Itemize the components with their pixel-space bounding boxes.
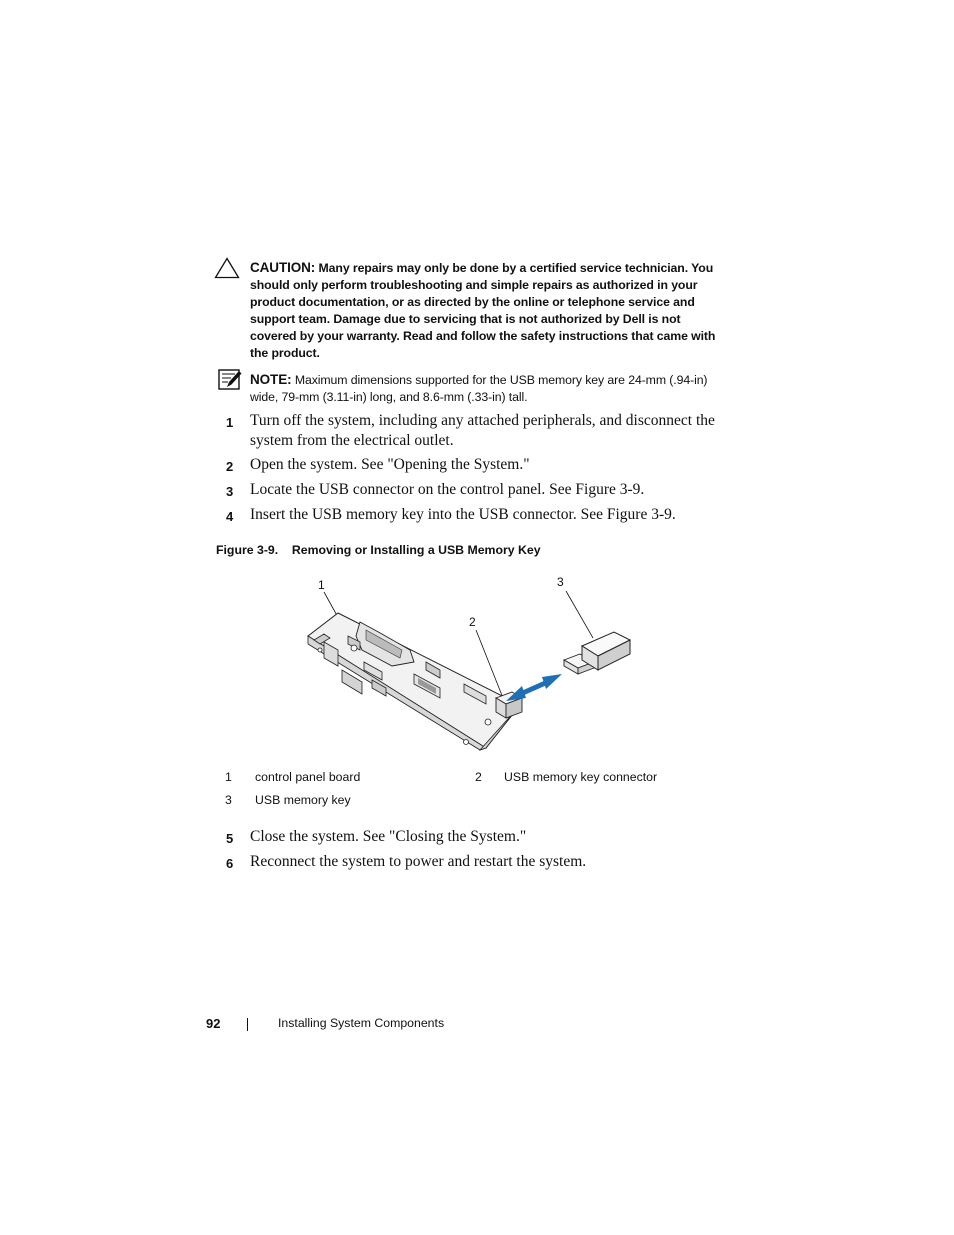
legend-number: 1 bbox=[225, 770, 232, 784]
step-text: Close the system. See "Closing the System." bbox=[250, 828, 527, 845]
callout-2: 2 bbox=[469, 615, 476, 629]
step-6 bbox=[226, 852, 716, 872]
control-panel-board bbox=[308, 613, 520, 750]
caution-icon bbox=[214, 257, 240, 279]
legend-item-3 bbox=[225, 793, 232, 807]
step-4 bbox=[226, 505, 716, 525]
page-number: 92 bbox=[206, 1016, 221, 1031]
step-number: 4 bbox=[226, 509, 234, 524]
legend-number: 2 bbox=[475, 770, 482, 784]
step-1 bbox=[226, 411, 716, 450]
legend-label-1: control panel board bbox=[255, 770, 361, 784]
caution-block bbox=[250, 259, 722, 362]
step-number: 6 bbox=[226, 856, 234, 871]
callout-3: 3 bbox=[557, 575, 564, 589]
legend-item-1 bbox=[225, 770, 232, 784]
step-number: 5 bbox=[226, 831, 234, 846]
step-2 bbox=[226, 455, 716, 475]
figure-number: Figure 3-9. bbox=[216, 543, 279, 557]
step-text: Locate the USB connector on the control panel. See Figure 3-9. bbox=[250, 481, 645, 498]
usb-memory-key bbox=[564, 632, 630, 674]
step-number: 3 bbox=[226, 484, 234, 499]
legend-label-2: USB memory key connector bbox=[504, 770, 658, 784]
note-text: Maximum dimensions supported for the USB memory key are 24-mm (.94-in) wide, 79-mm (3.11-in) long, and 8.6-mm (.33-in) tall. bbox=[250, 373, 708, 404]
insert-remove-arrow bbox=[506, 674, 562, 701]
legend-label-3: USB memory key bbox=[255, 793, 351, 807]
note-block bbox=[250, 371, 722, 406]
note-label: NOTE: bbox=[250, 372, 292, 387]
step-number: 1 bbox=[226, 415, 234, 430]
step-5 bbox=[226, 827, 716, 847]
note-pencil-icon bbox=[218, 369, 242, 391]
step-text: Insert the USB memory key into the USB connector. See Figure 3-9. bbox=[250, 506, 676, 523]
legend-number: 3 bbox=[225, 793, 232, 807]
figure-title: Removing or Installing a USB Memory Key bbox=[291, 543, 541, 557]
usb-memory-key-illustration bbox=[290, 570, 670, 755]
legend-item-2 bbox=[475, 770, 482, 784]
callout-1: 1 bbox=[318, 578, 325, 592]
caution-label: CAUTION: bbox=[250, 260, 316, 275]
step-text: Reconnect the system to power and restart the system. bbox=[250, 853, 587, 870]
step-text: Turn off the system, including any attached peripherals, and disconnect the system from the electrical outlet. bbox=[250, 412, 715, 449]
step-3 bbox=[226, 480, 716, 500]
footer-divider bbox=[247, 1018, 248, 1031]
step-text: Open the system. See "Opening the System." bbox=[250, 456, 530, 473]
caution-text: Many repairs may only be done by a certified service technician. You should only perform troubleshooting and simple repairs as authorized in your product documentation, or as directed by the online or telephone service and support team. Damage due to servicing that is not authorized by Dell is not covered by your warranty. Read and follow the safety instructions that came with the product. bbox=[250, 261, 716, 360]
footer-section-title: Installing System Components bbox=[278, 1016, 445, 1030]
step-number: 2 bbox=[226, 459, 234, 474]
figure-caption bbox=[216, 543, 541, 557]
